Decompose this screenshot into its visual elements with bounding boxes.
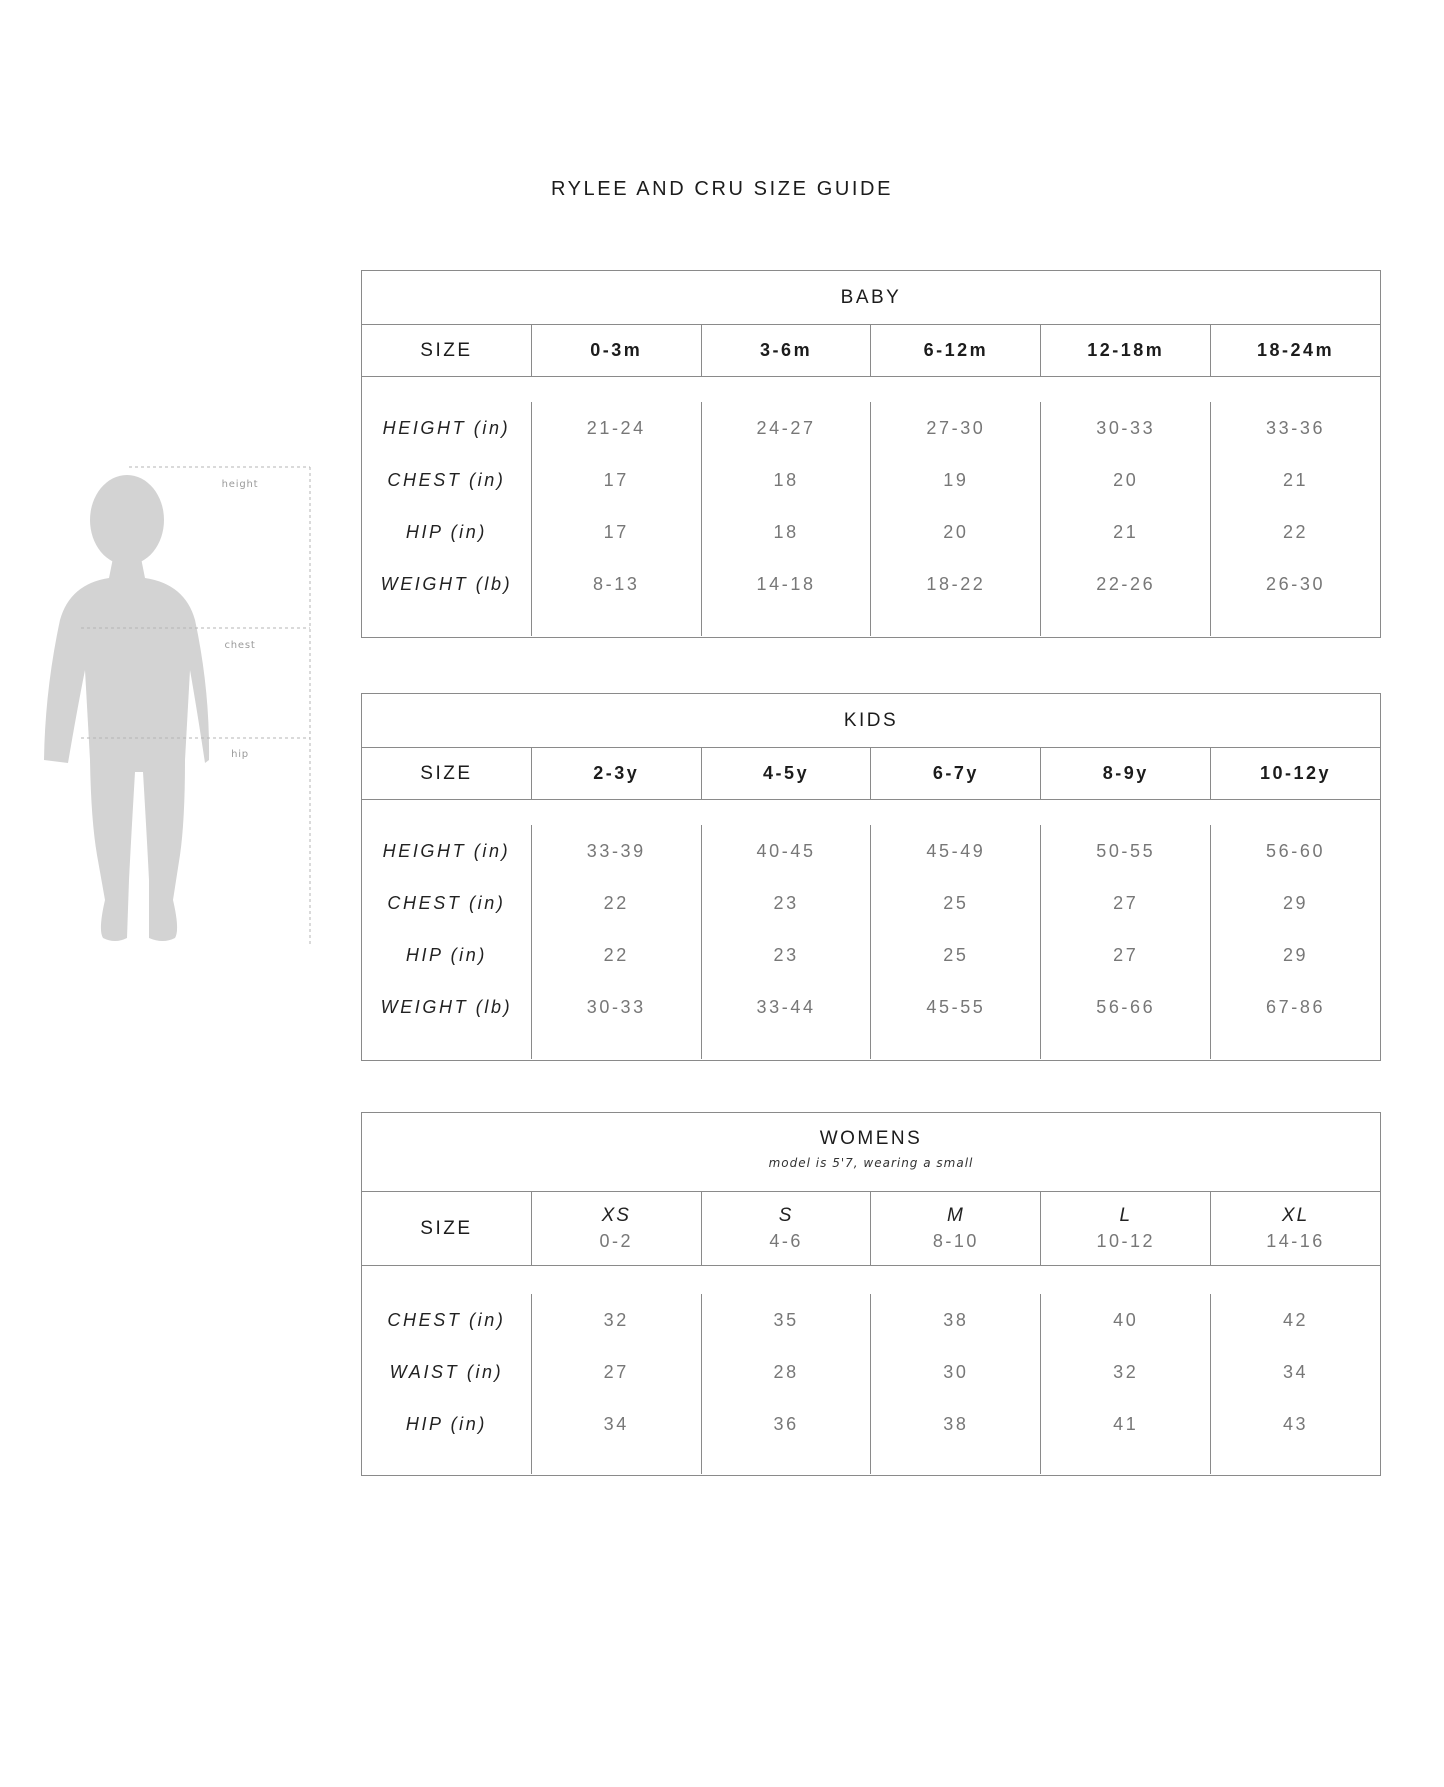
measurement-labels — [362, 825, 531, 1059]
table-cell: 27-30 — [926, 417, 986, 438]
size-column — [1210, 1294, 1380, 1474]
table-cell: 26-30 — [1266, 573, 1326, 594]
table-cell: 30 — [943, 1361, 969, 1382]
table-cell: 34 — [1282, 1361, 1309, 1382]
table-cell: 50-55 — [1096, 840, 1156, 861]
size-column — [701, 402, 871, 636]
size-column-header: 4-5y — [701, 748, 871, 799]
size-column-header: XS 0-2 — [531, 1192, 701, 1265]
size-column — [531, 402, 701, 636]
table-cell: 21-24 — [586, 417, 646, 438]
table-cell: 38 — [943, 1413, 969, 1434]
size-column-header: 10-12y — [1210, 748, 1380, 799]
table-cell: 29 — [1282, 944, 1309, 965]
womens-table-title: WOMENS — [819, 1128, 923, 1149]
row-label: HEIGHT (in) — [382, 840, 511, 861]
womens-table-header — [362, 1113, 1380, 1192]
table-cell: 36 — [773, 1413, 799, 1434]
row-label: CHEST (in) — [387, 1309, 506, 1330]
size-column-header: 12-18m — [1040, 325, 1210, 376]
table-cell: 18-22 — [926, 573, 986, 594]
table-cell: 33-36 — [1266, 417, 1326, 438]
table-cell: 30-33 — [1096, 417, 1156, 438]
size-column-header: 18-24m — [1210, 325, 1380, 376]
row-label: WEIGHT (lb) — [380, 573, 513, 594]
table-cell: 14-18 — [756, 573, 816, 594]
chest-label: chest — [224, 640, 256, 651]
table-cell: 25 — [943, 944, 969, 965]
row-label: WEIGHT (lb) — [380, 996, 513, 1017]
size-column-header: 6-12m — [870, 325, 1040, 376]
table-cell: 40 — [1113, 1309, 1139, 1330]
kids-table-header — [362, 694, 1380, 748]
size-column-header: S 4-6 — [701, 1192, 871, 1265]
table-cell: 23 — [773, 944, 799, 965]
size-column — [870, 402, 1040, 636]
table-cell: 8-13 — [593, 573, 640, 594]
table-cell: 21 — [1282, 469, 1309, 490]
table-cell: 42 — [1282, 1309, 1309, 1330]
size-column — [1040, 402, 1210, 636]
hip-label: hip — [231, 749, 249, 760]
table-cell: 35 — [773, 1309, 799, 1330]
table-cell: 33-39 — [586, 840, 646, 861]
size-header: SIZE — [420, 339, 473, 361]
table-cell: 41 — [1113, 1413, 1139, 1434]
row-label: CHEST (in) — [387, 469, 506, 490]
measurement-labels — [362, 402, 531, 636]
table-cell: 24-27 — [756, 417, 816, 438]
table-cell: 22 — [603, 892, 629, 913]
row-label: CHEST (in) — [387, 892, 506, 913]
size-column-header: 3-6m — [701, 325, 871, 376]
row-label: HIP (in) — [405, 521, 487, 542]
table-cell: 27 — [1113, 944, 1139, 965]
table-cell: 20 — [943, 521, 969, 542]
baby-table-header — [362, 271, 1380, 325]
size-column-header: XL 14-16 — [1210, 1192, 1380, 1265]
table-cell: 18 — [773, 521, 799, 542]
row-label: HIP (in) — [405, 1413, 487, 1434]
height-label: height — [221, 479, 259, 490]
row-label: HIP (in) — [405, 944, 487, 965]
size-column — [701, 1294, 871, 1474]
baby-size-row — [362, 325, 1380, 377]
size-column-header: 0-3m — [531, 325, 701, 376]
size-column-header: 6-7y — [870, 748, 1040, 799]
womens-measurements — [362, 1266, 1380, 1474]
measurement-figure — [35, 460, 325, 960]
table-cell: 29 — [1282, 892, 1309, 913]
size-header: SIZE — [420, 1217, 473, 1239]
table-cell: 22-26 — [1096, 573, 1156, 594]
child-silhouette-icon — [35, 460, 325, 960]
womens-size-row — [362, 1192, 1380, 1266]
table-cell: 23 — [773, 892, 799, 913]
measurement-labels — [362, 1294, 531, 1474]
size-column — [1210, 825, 1380, 1059]
table-cell: 45-49 — [926, 840, 986, 861]
size-column-header: L 10-12 — [1040, 1192, 1210, 1265]
table-cell: 43 — [1282, 1413, 1309, 1434]
size-column — [531, 1294, 701, 1474]
size-column — [870, 1294, 1040, 1474]
table-cell: 32 — [603, 1309, 629, 1330]
kids-table-title: KIDS — [843, 710, 899, 731]
table-cell: 67-86 — [1266, 996, 1326, 1017]
table-cell: 56-60 — [1266, 840, 1326, 861]
model-note: model is 5'7, wearing a small — [768, 1156, 974, 1170]
table-cell: 20 — [1113, 469, 1139, 490]
table-cell: 22 — [603, 944, 629, 965]
table-cell: 27 — [603, 1361, 629, 1382]
size-column-header: 8-9y — [1040, 748, 1210, 799]
table-cell: 17 — [603, 469, 629, 490]
table-cell: 30-33 — [586, 996, 646, 1017]
table-cell: 38 — [943, 1309, 969, 1330]
size-header: SIZE — [420, 762, 473, 784]
table-cell: 40-45 — [756, 840, 816, 861]
table-cell: 27 — [1113, 892, 1139, 913]
table-cell: 18 — [773, 469, 799, 490]
table-cell: 21 — [1113, 521, 1139, 542]
page-title: RYLEE AND CRU SIZE GUIDE — [550, 178, 894, 200]
size-column — [870, 825, 1040, 1059]
table-cell: 32 — [1113, 1361, 1139, 1382]
baby-size-table — [361, 270, 1381, 638]
baby-table-title: BABY — [840, 287, 902, 308]
row-label: WAIST (in) — [389, 1361, 504, 1382]
kids-measurements — [362, 800, 1380, 1059]
kids-size-table — [361, 693, 1381, 1061]
size-column — [1040, 1294, 1210, 1474]
table-cell: 28 — [773, 1361, 799, 1382]
size-column-header: 2-3y — [531, 748, 701, 799]
table-cell: 33-44 — [756, 996, 816, 1017]
table-cell: 17 — [603, 521, 629, 542]
size-column-header: M 8-10 — [870, 1192, 1040, 1265]
womens-size-table — [361, 1112, 1381, 1476]
table-cell: 56-66 — [1096, 996, 1156, 1017]
table-cell: 25 — [943, 892, 969, 913]
size-column — [531, 825, 701, 1059]
size-column — [1040, 825, 1210, 1059]
table-cell: 19 — [943, 469, 969, 490]
table-cell: 22 — [1282, 521, 1309, 542]
table-cell: 45-55 — [926, 996, 986, 1017]
size-column — [1210, 402, 1380, 636]
baby-measurements — [362, 377, 1380, 636]
kids-size-row — [362, 748, 1380, 800]
size-column — [701, 825, 871, 1059]
row-label: HEIGHT (in) — [382, 417, 511, 438]
table-cell: 34 — [603, 1413, 629, 1434]
